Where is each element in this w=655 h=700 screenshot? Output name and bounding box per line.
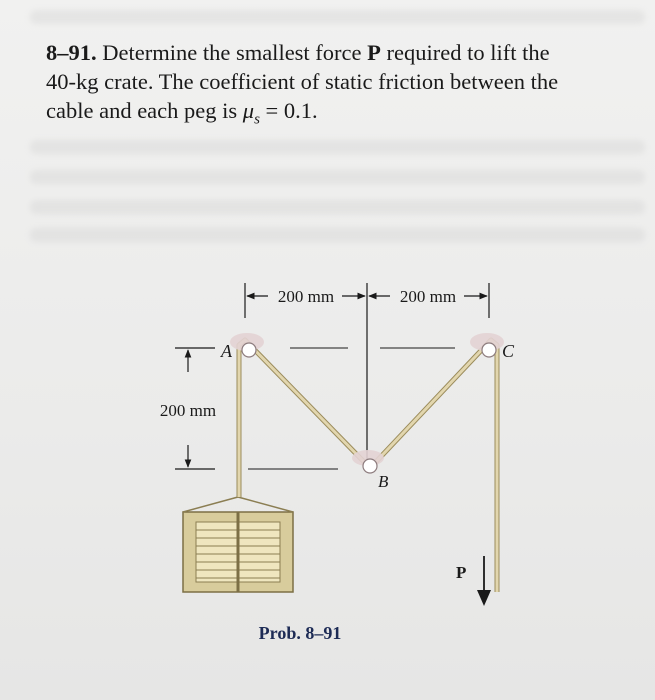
crate	[183, 497, 293, 592]
label-p: P	[456, 563, 467, 582]
dim-label-right: 200 mm	[399, 287, 457, 306]
problem-line-3: cable and each peg is $\mu_s = 0.1$.	[46, 98, 318, 128]
problem-number: 8–91.	[46, 40, 97, 65]
peg-b	[352, 450, 384, 473]
vertical-dimension	[160, 348, 216, 469]
mu-symbol: μ	[242, 98, 255, 123]
mu-value: = 0.1.	[265, 98, 318, 123]
dim-label-vertical: 200 mm	[159, 401, 217, 420]
label-c: C	[502, 341, 515, 361]
figure-caption: Prob. 8–91	[258, 623, 342, 643]
label-a: A	[221, 341, 232, 361]
label-b: B	[378, 472, 389, 491]
force-p-arrow	[456, 556, 491, 606]
mu-subscript: s	[254, 111, 260, 128]
problem-line-2: 40-kg crate. The coefficient of static friction between the	[46, 69, 559, 94]
problem-line-1: 8–91. Determine the smallest force P required to lift the	[46, 40, 550, 65]
force-symbol: P	[367, 40, 381, 65]
dim-label-left: 200 mm	[277, 287, 335, 306]
